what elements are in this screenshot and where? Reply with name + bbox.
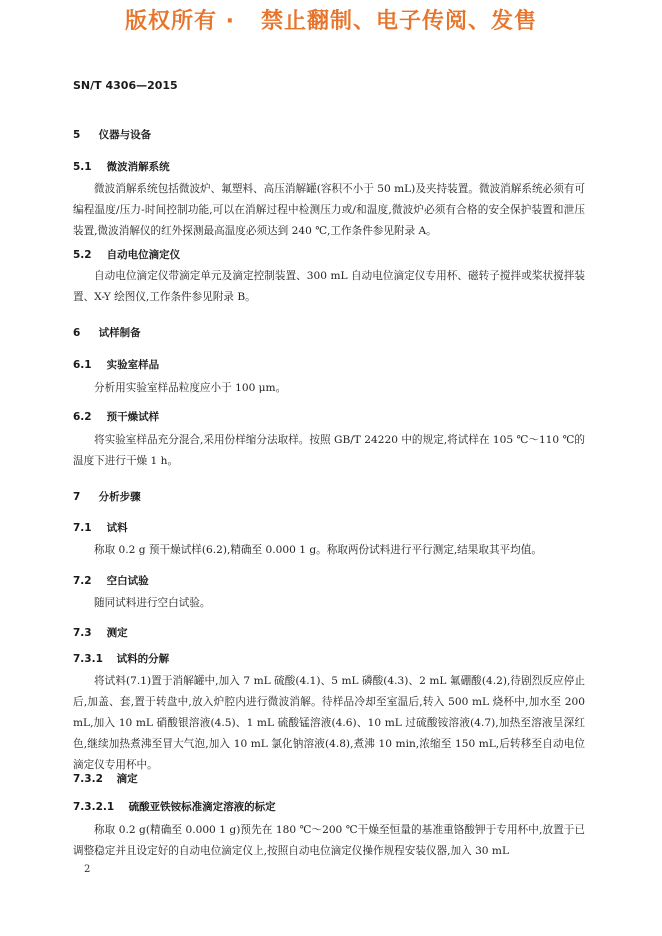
section-number: 6 (73, 327, 81, 339)
copyright-watermark: 版权所有 · 禁止翻制、电子传阅、发售 (125, 9, 537, 34)
section-title: 自动电位滴定仪 (106, 249, 181, 261)
section-heading (73, 247, 180, 262)
section-paragraph: 称取 0.2 g 预干燥试样(6.2),精确至 0.000 1 g。称取两份试料进行平行测定,结果取其平均值。 (94, 544, 542, 556)
section-heading (73, 489, 141, 504)
section-heading (73, 127, 151, 142)
section-number: 7.3 (73, 627, 92, 639)
section-title: 微波消解系统 (106, 161, 170, 173)
section-heading (73, 357, 159, 372)
section-paragraph: 分析用实验室样品粒度应小于 100 μm。 (94, 382, 287, 394)
section-heading (73, 799, 276, 814)
section-number: 7.2 (73, 575, 92, 587)
section-number: 5.2 (73, 249, 92, 261)
section-paragraph: 随同试料进行空白试验。 (94, 597, 211, 609)
section-number: 5.1 (73, 161, 92, 173)
section-paragraph: 将试料(7.1)置于消解罐中,加入 7 mL 硫酸(4.1)、5 mL 磷酸(4.3)、2 mL 氟硼酸(4.2),待剧烈反应停止后,加盖、套,置于转盘中,放入炉腔内进行微波消解。待样品冷却至室温后,转入 500 mL 烧杯中,加水至 200 mL,加入 10 mL 硝酸银溶液(4.5)、1 mL 硫酸锰溶液(4.6)、10 mL 过硫酸铵溶液(4.7),加热至溶液呈深红色,继续加热煮沸至冒大气泡,加入 10 mL 氯化钠溶液(4.8),煮沸 10 min,浓缩至 150 mL,后转移至自动电位滴定仪专用杯中。 (73, 675, 585, 771)
standard-number: SN/T 4306—2015 (73, 79, 178, 92)
section-title: 预干燥试样 (106, 411, 160, 423)
section-title: 硫酸亚铁铵标准滴定溶液的标定 (128, 801, 276, 813)
section-heading (73, 651, 169, 666)
section-heading (73, 520, 128, 535)
section-title: 滴定 (116, 773, 138, 785)
section-heading (73, 771, 138, 786)
section-heading (73, 159, 170, 174)
section-number: 7.1 (73, 522, 92, 534)
section-number: 7 (73, 491, 81, 503)
section-number: 7.3.2.1 (73, 801, 115, 813)
section-number: 6.2 (73, 411, 92, 423)
section-title: 仪器与设备 (98, 129, 152, 141)
section-heading (73, 325, 141, 340)
section-heading (73, 573, 149, 588)
section-title: 测定 (106, 627, 128, 639)
section-paragraph: 将实验室样品充分混合,采用份样缩分法取样。按照 GB/T 24220 中的规定,将试样在 105 ℃～110 ℃的温度下进行干燥 1 h。 (73, 434, 585, 467)
section-paragraph: 自动电位滴定仪带滴定单元及滴定控制装置、300 mL 自动电位滴定仪专用杯、磁转子搅拌或桨状搅拌装置、X-Y 绘图仪,工作条件参见附录 B。 (73, 270, 585, 303)
section-number: 7.3.2 (73, 773, 103, 785)
section-number: 7.3.1 (73, 653, 103, 665)
section-heading (73, 409, 159, 424)
page-number: 2 (84, 864, 91, 875)
section-heading (73, 625, 128, 640)
section-title: 空白试验 (106, 575, 149, 587)
section-paragraph: 微波消解系统包括微波炉、氟塑料、高压消解罐(容积不小于 50 mL)及夹持装置。微波消解系统必须有可编程温度/压力-时间控制功能,可以在消解过程中检测压力或/和温度,微波炉必须有合格的安全保护装置和泄压装置,微波消解仪的红外探测最高温度必须达到 240 ℃,工作条件参见附录 A。 (73, 183, 585, 237)
section-paragraph: 称取 0.2 g(精确至 0.000 1 g)预先在 180 ℃～200 ℃干燥至恒量的基准重铬酸钾于专用杯中,放置于已调整稳定并且设定好的自动电位滴定仪上,按照自动电位滴定仪操作规程安装仪器,加入 30 mL (73, 824, 585, 857)
section-title: 试料 (106, 522, 128, 534)
section-number: 6.1 (73, 359, 92, 371)
section-title: 实验室样品 (106, 359, 160, 371)
section-title: 试样制备 (98, 327, 141, 339)
section-title: 试料的分解 (116, 653, 170, 665)
section-number: 5 (73, 129, 81, 141)
section-title: 分析步骤 (98, 491, 141, 503)
